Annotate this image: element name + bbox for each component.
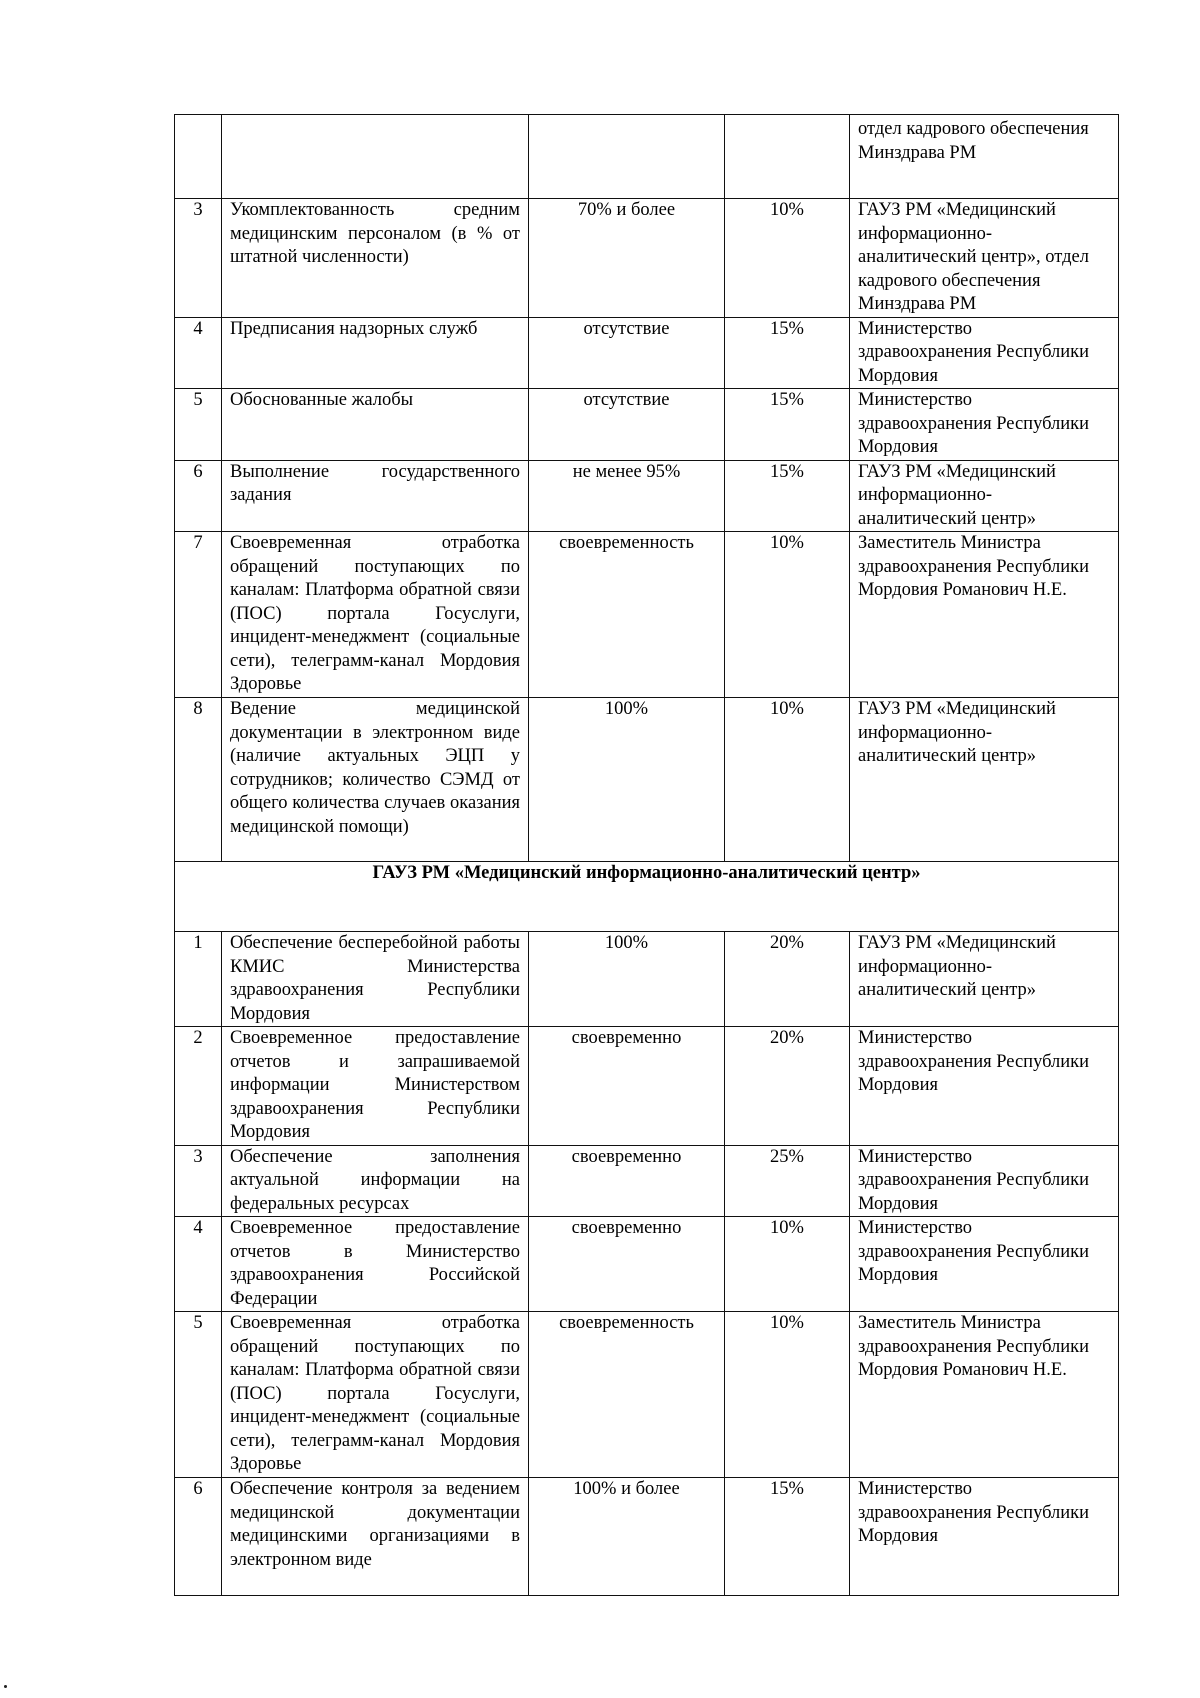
table-row xyxy=(175,317,1119,389)
source-cell: ГАУЗ РМ «Медицинский информационно-аналитический центр» xyxy=(850,932,1119,1027)
weight-cell: 25% xyxy=(725,1145,850,1217)
weight-cell: 15% xyxy=(725,317,850,389)
indicator-cell xyxy=(222,115,529,199)
target-cell: не менее 95% xyxy=(529,460,725,532)
table-row xyxy=(175,1027,1119,1146)
row-number: 2 xyxy=(175,1027,222,1146)
weight-cell: 10% xyxy=(725,199,850,318)
source-cell: отдел кадрового обеспечения Минздрава РМ xyxy=(850,115,1119,199)
row-number: 5 xyxy=(175,1312,222,1478)
row-number: 6 xyxy=(175,460,222,532)
target-cell: 100% xyxy=(529,698,725,862)
indicator-cell: Выполнение государственного задания xyxy=(222,460,529,532)
source-cell: ГАУЗ РМ «Медицинский информационно-аналитический центр» xyxy=(850,460,1119,532)
row-number: 1 xyxy=(175,932,222,1027)
indicator-cell: Обеспечение заполнения актуальной информации на федеральных ресурсах xyxy=(222,1145,529,1217)
row-number: 6 xyxy=(175,1478,222,1596)
table-row xyxy=(175,1145,1119,1217)
target-cell: своевременность xyxy=(529,532,725,698)
table-row xyxy=(175,1217,1119,1312)
source-cell: Министерство здравоохранения Республики Мордовия xyxy=(850,1478,1119,1596)
weight-cell xyxy=(725,115,850,199)
row-number xyxy=(175,115,222,199)
target-cell: своевременно xyxy=(529,1217,725,1312)
source-cell: ГАУЗ РМ «Медицинский информационно-аналитический центр» xyxy=(850,698,1119,862)
section-title: ГАУЗ РМ «Медицинский информационно-аналитический центр» xyxy=(175,862,1119,932)
target-cell: 70% и более xyxy=(529,199,725,318)
indicators-table xyxy=(174,114,1119,1596)
table-row xyxy=(175,932,1119,1027)
indicator-cell: Предписания надзорных служб xyxy=(222,317,529,389)
target-cell: отсутствие xyxy=(529,389,725,461)
source-cell: Министерство здравоохранения Республики Мордовия xyxy=(850,317,1119,389)
weight-cell: 10% xyxy=(725,532,850,698)
indicator-cell: Своевременное предоставление отчетов в Министерство здравоохранения Российской Федерации xyxy=(222,1217,529,1312)
indicator-cell: Своевременное предоставление отчетов и запрашиваемой информации Министерством здравоохранения Республики Мордовия xyxy=(222,1027,529,1146)
indicator-cell: Обеспечение контроля за ведением медицинской документации медицинскими организациями в электронном виде xyxy=(222,1478,529,1596)
indicator-cell: Ведение медицинской документации в электронном виде (наличие актуальных ЭЦП у сотрудников; количество СЭМД от общего количества случаев оказания медицинской помощи) xyxy=(222,698,529,862)
source-cell: Министерство здравоохранения Республики Мордовия xyxy=(850,1145,1119,1217)
table-row xyxy=(175,199,1119,318)
weight-cell: 10% xyxy=(725,1312,850,1478)
weight-cell: 10% xyxy=(725,698,850,862)
source-cell: Министерство здравоохранения Республики Мордовия xyxy=(850,389,1119,461)
target-cell: своевременно xyxy=(529,1027,725,1146)
row-number: 3 xyxy=(175,1145,222,1217)
source-cell: Министерство здравоохранения Республики Мордовия xyxy=(850,1027,1119,1146)
weight-cell: 15% xyxy=(725,460,850,532)
weight-cell: 20% xyxy=(725,932,850,1027)
source-cell: Заместитель Министра здравоохранения Республики Мордовия Романович Н.Е. xyxy=(850,1312,1119,1478)
indicator-cell: Своевременная отработка обращений поступающих по каналам: Платформа обратной связи (ПОС) портала Госуслуги, инцидент-менеджмент (социальные сети), телеграмм-канал Мордовия Здоровье xyxy=(222,1312,529,1478)
table-row xyxy=(175,460,1119,532)
source-cell: Министерство здравоохранения Республики Мордовия xyxy=(850,1217,1119,1312)
target-cell: 100% и более xyxy=(529,1478,725,1596)
weight-cell: 15% xyxy=(725,389,850,461)
indicator-cell: Укомплектованность средним медицинским персоналом (в % от штатной численности) xyxy=(222,199,529,318)
scan-dot xyxy=(4,1685,7,1688)
target-cell: отсутствие xyxy=(529,317,725,389)
table-row xyxy=(175,1312,1119,1478)
table-row xyxy=(175,532,1119,698)
row-number: 7 xyxy=(175,532,222,698)
table-row xyxy=(175,698,1119,862)
target-cell: своевременно xyxy=(529,1145,725,1217)
weight-cell: 20% xyxy=(725,1027,850,1146)
row-number: 8 xyxy=(175,698,222,862)
source-cell: ГАУЗ РМ «Медицинский информационно-аналитический центр», отдел кадрового обеспечения Минздрава РМ xyxy=(850,199,1119,318)
indicator-cell: Обеспечение бесперебойной работы КМИС Министерства здравоохранения Республики Мордовия xyxy=(222,932,529,1027)
weight-cell: 15% xyxy=(725,1478,850,1596)
indicator-cell: Обоснованные жалобы xyxy=(222,389,529,461)
indicator-cell: Своевременная отработка обращений поступающих по каналам: Платформа обратной связи (ПОС) портала Госуслуги, инцидент-менеджмент (социальные сети), телеграмм-канал Мордовия Здоровье xyxy=(222,532,529,698)
section-header-row xyxy=(175,862,1119,932)
source-cell: Заместитель Министра здравоохранения Республики Мордовия Романович Н.Е. xyxy=(850,532,1119,698)
target-cell: своевременность xyxy=(529,1312,725,1478)
table-row xyxy=(175,389,1119,461)
row-number: 4 xyxy=(175,1217,222,1312)
table-row xyxy=(175,1478,1119,1596)
row-number: 4 xyxy=(175,317,222,389)
table-row xyxy=(175,115,1119,199)
row-number: 5 xyxy=(175,389,222,461)
target-cell xyxy=(529,115,725,199)
weight-cell: 10% xyxy=(725,1217,850,1312)
row-number: 3 xyxy=(175,199,222,318)
target-cell: 100% xyxy=(529,932,725,1027)
